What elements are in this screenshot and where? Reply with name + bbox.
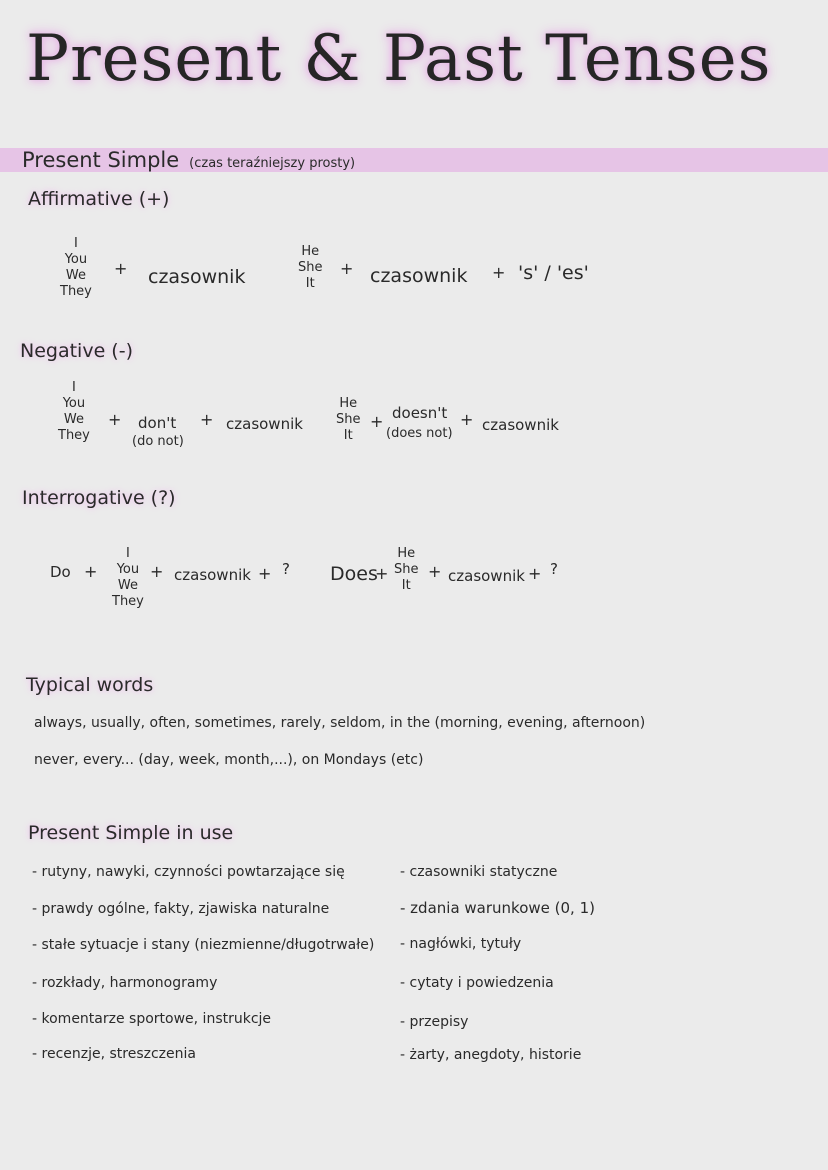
interrogative-heading: Interrogative (?) <box>22 487 176 509</box>
list-item: - zdania warunkowe (0, 1) <box>400 899 595 917</box>
in-use-heading: Present Simple in use <box>28 822 234 844</box>
interrogative-pronouns-2 <box>394 546 419 594</box>
pronoun: We <box>63 412 84 427</box>
pronoun: He <box>301 244 320 259</box>
doesnt-label: doesn't <box>392 404 448 422</box>
question-mark: ? <box>550 560 558 578</box>
pronoun: We <box>117 578 138 593</box>
typical-words-line-1: always, usually, often, sometimes, rarely, seldom, in the (morning, evening, afternoon) <box>34 715 646 731</box>
list-item: - komentarze sportowe, instrukcje <box>32 1011 272 1027</box>
list-item: - nagłówki, tytuły <box>400 936 522 952</box>
affirmative-pronouns-2 <box>298 244 323 292</box>
doesnt-full-label: (does not) <box>386 426 453 441</box>
negative-pronouns-2 <box>336 396 361 444</box>
plus-sign: + <box>258 564 272 583</box>
plus-sign: + <box>150 562 164 581</box>
pronoun: You <box>62 396 86 411</box>
negative-heading: Negative (-) <box>20 340 133 362</box>
pronoun: She <box>336 412 361 427</box>
plus-sign: + <box>84 562 98 581</box>
list-item: - rozkłady, harmonogramy <box>32 975 218 991</box>
plus-sign: + <box>108 410 122 429</box>
pronoun: He <box>397 546 416 561</box>
list-item: - cytaty i powiedzenia <box>400 975 554 991</box>
pronoun: She <box>394 562 419 577</box>
pronoun: They <box>60 284 92 299</box>
pronoun: I <box>126 546 130 561</box>
negative-pronouns-1 <box>58 380 90 444</box>
dont-label: don't <box>138 414 177 432</box>
list-item: - rutyny, nawyki, czynności powtarzające się <box>32 864 345 880</box>
plus-sign: + <box>114 259 128 278</box>
list-item: - stałe sytuacje i stany (niezmienne/długotrwałe) <box>32 937 375 953</box>
plus-sign: + <box>375 564 389 583</box>
pronoun: They <box>112 594 144 609</box>
list-item: - czasowniki statyczne <box>400 864 558 880</box>
pronoun: It <box>343 428 353 443</box>
list-item: - prawdy ogólne, fakty, zjawiska naturalne <box>32 901 330 917</box>
page-title: Present & Past Tenses <box>26 22 772 96</box>
plus-sign: + <box>528 564 542 583</box>
verb-label: czasownik <box>482 416 559 434</box>
pronoun: We <box>65 268 86 283</box>
typical-words-line-2: never, every... (day, week, month,...), on Mondays (etc) <box>34 752 424 768</box>
affirmative-heading: Affirmative (+) <box>28 188 170 210</box>
verb-label: czasownik <box>448 567 525 585</box>
plus-sign: + <box>492 263 506 282</box>
pronoun: He <box>339 396 358 411</box>
plus-sign: + <box>428 562 442 581</box>
plus-sign: + <box>340 259 354 278</box>
plus-sign: + <box>460 410 474 429</box>
section-note: (czas teraźniejszy prosty) <box>189 156 356 171</box>
section-name: Present Simple <box>22 148 180 172</box>
list-item: - przepisy <box>400 1014 469 1030</box>
list-item: - recenzje, streszczenia <box>32 1046 196 1062</box>
pronoun: You <box>64 252 88 267</box>
pronoun: I <box>72 380 76 395</box>
pronoun: I <box>74 236 78 251</box>
question-mark: ? <box>282 560 290 578</box>
interrogative-pronouns-1 <box>112 546 144 610</box>
plus-sign: + <box>370 412 384 431</box>
pronoun: It <box>401 578 411 593</box>
verb-label: czasownik <box>226 415 303 433</box>
dont-full-label: (do not) <box>132 434 184 449</box>
plus-sign: + <box>200 410 214 429</box>
do-label: Do <box>50 563 71 581</box>
verb-label: czasownik <box>148 266 246 288</box>
section-title <box>22 148 355 172</box>
pronoun: You <box>116 562 140 577</box>
verb-label: czasownik <box>370 265 468 287</box>
list-item: - żarty, anegdoty, historie <box>400 1047 582 1063</box>
ending-label: 's' / 'es' <box>518 262 589 284</box>
pronoun: They <box>58 428 90 443</box>
pronoun: She <box>298 260 323 275</box>
affirmative-pronouns-1 <box>60 236 92 300</box>
pronoun: It <box>305 276 315 291</box>
typical-words-heading: Typical words <box>26 674 154 696</box>
verb-label: czasownik <box>174 566 251 584</box>
does-label: Does <box>330 563 378 585</box>
